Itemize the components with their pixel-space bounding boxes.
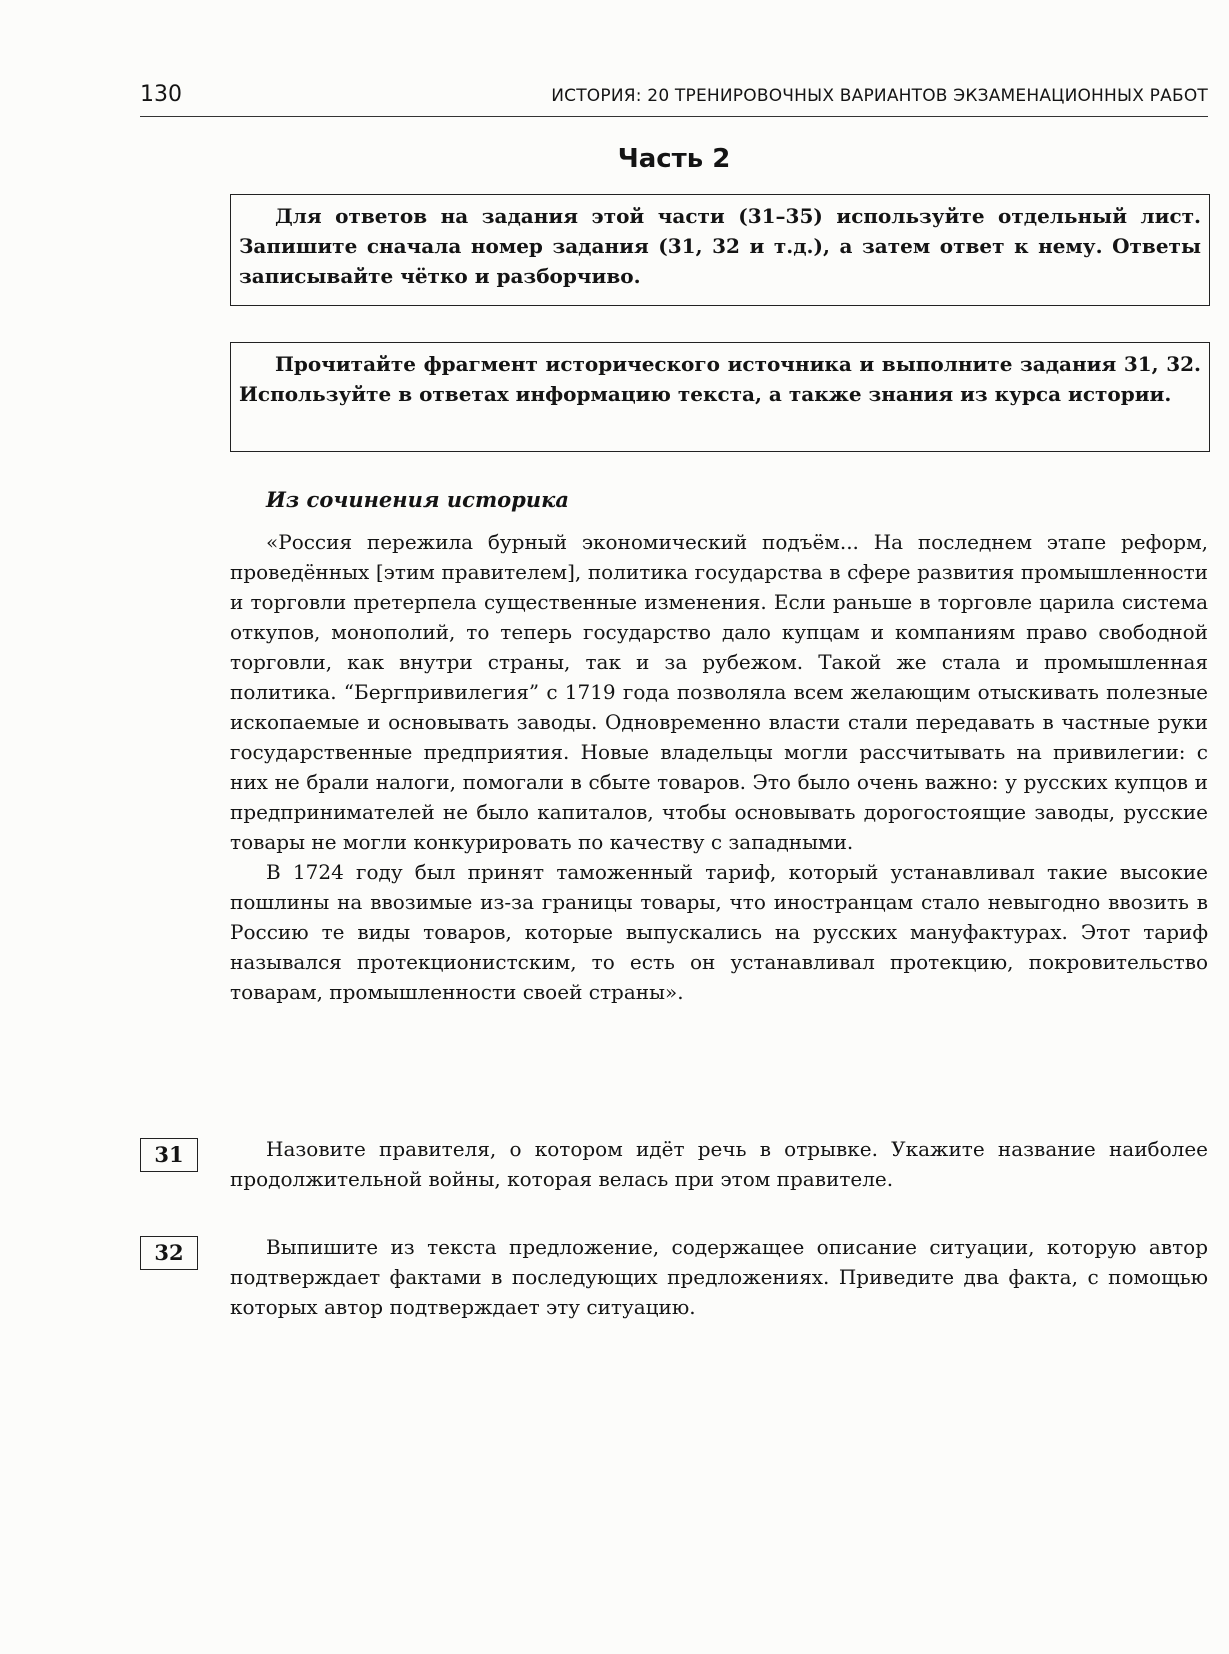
source-paragraph: «Россия пережила бурный экономический подъём... На последнем этапе реформ, проведённых [этим правителем], политика государства в сфере развития промышленности и торговли претерпела существенные изменения. Если раньше в торговле царила система откупов, монополий, то теперь государство дало купцам и компаниям право свободной торговли, как внутри страны, так и за рубежом. Такой же стала и промышленная политика. “Бергпривилегия” с 1719 года позволяла всем желающим отыскивать полезные ископаемые и основывать заводы. Одновременно власти стали передавать в частные руки государственные предприятия. Новые владельцы могли рассчитывать на привилегии: с них не брали налоги, помогали в сбыте товаров. Это было очень важно: у русских купцов и предпринимателей не было капиталов, чтобы основывать дорогостоящие заводы, русские товары не могли конкурировать по качеству с западными. bbox=[230, 530, 1208, 854]
source-instruction-text: Прочитайте фрагмент исторического источника и выполните задания 31, 32. Используйте в ответах информацию текста, а также знания из курса истории. bbox=[239, 352, 1201, 406]
task-question: Назовите правителя, о котором идёт речь в отрывке. Укажите название наиболее продолжительной войны, которая велась при этом правителе. bbox=[230, 1137, 1208, 1191]
page-number: 130 bbox=[140, 82, 182, 107]
instructions-text: Для ответов на задания этой части (31–35) используйте отдельный лист. Запишите сначала номер задания (31, 32 и т.д.), а затем ответ к нему. Ответы записывайте чётко и разборчиво. bbox=[239, 204, 1201, 288]
task-31 bbox=[140, 1134, 1208, 1194]
running-header bbox=[140, 82, 1208, 117]
task-question: Выпишите из текста предложение, содержащее описание ситуации, которую автор подтверждает фактами в последующих предложениях. Приведите два факта, с помощью которых автор подтверждает эту ситуацию. bbox=[230, 1235, 1208, 1319]
task-32 bbox=[140, 1232, 1208, 1322]
task-text bbox=[230, 1232, 1208, 1322]
task-number-box: 31 bbox=[140, 1138, 198, 1172]
task-text bbox=[230, 1134, 1208, 1194]
source-text bbox=[230, 527, 1208, 1007]
source-instruction-box bbox=[230, 342, 1210, 452]
source-paragraph: В 1724 году был принят таможенный тариф, который устанавливал такие высокие пошлины на ввозимые из-за границы товары, что иностранцам стало невыгодно ввозить в Россию те виды товаров, которые выпускались на русских мануфактурах. Этот тариф назывался протекционистским, то есть он устанавливал протекцию, покровительство товарам, промышленности своей страны». bbox=[230, 860, 1208, 1004]
source-title: Из сочинения историка bbox=[266, 487, 569, 512]
running-title: ИСТОРИЯ: 20 ТРЕНИРОВОЧНЫХ ВАРИАНТОВ ЭКЗАМЕНАЦИОННЫХ РАБОТ bbox=[551, 86, 1208, 106]
instructions-box bbox=[230, 194, 1210, 306]
task-number-box: 32 bbox=[140, 1236, 198, 1270]
part-title: Часть 2 bbox=[617, 144, 731, 174]
